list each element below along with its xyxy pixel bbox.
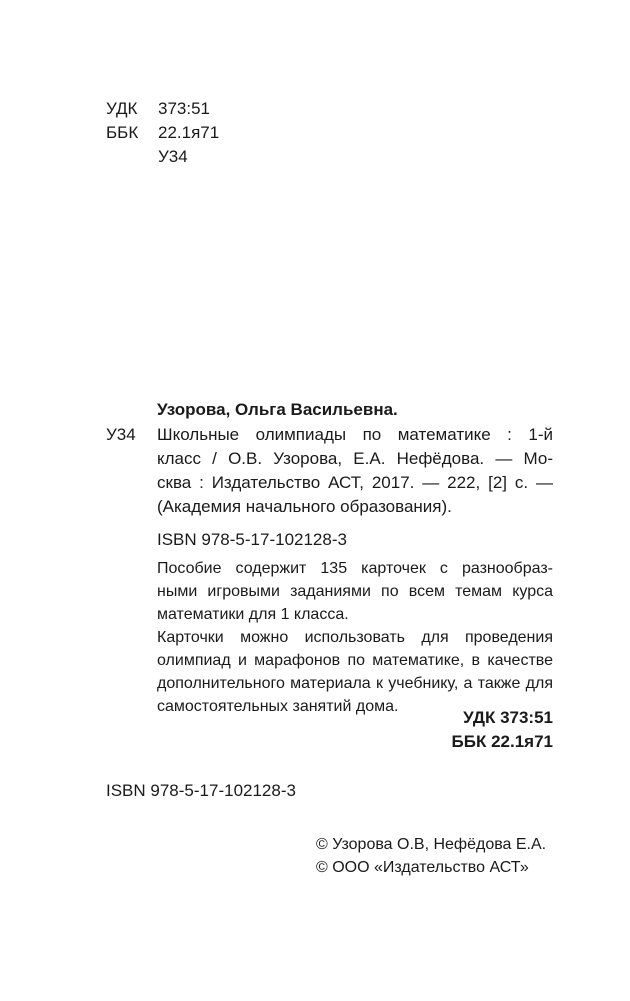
abstract-line: Пособие содержит 135 карточек с разнообраз-	[157, 560, 553, 577]
udk-value: 373:51	[158, 99, 210, 118]
description-line: Школьные олимпиады по математике : 1-й	[157, 425, 553, 444]
description-line: (Академия начального образования).	[157, 497, 452, 516]
copyright-publisher: © ООО «Издательство АСТ»	[316, 859, 529, 876]
abstract-line: самостоятельных занятий дома.	[157, 698, 399, 715]
abstract-line: Карточки можно использовать для проведения	[157, 629, 553, 646]
udk-bold: УДК 373:51	[463, 708, 553, 727]
bbk-bold: ББК 22.1я71	[451, 732, 553, 751]
bbk-value: 22.1я71	[158, 123, 220, 142]
description-line: сква : Издательство АСТ, 2017. — 222, [2] с. —	[157, 473, 553, 492]
copyright-authors: © Узорова О.В, Нефёдова Е.А.	[316, 836, 547, 853]
author-mark: У34	[106, 425, 136, 444]
classification-block	[106, 97, 219, 169]
isbn-record: ISBN 978-5-17-102128-3	[157, 530, 347, 549]
bbk-label: ББК	[106, 123, 139, 142]
abstract-line: дополнительного материала к учебнику, а также для	[157, 675, 553, 692]
description-line: класс / О.В. Узорова, Е.А. Нефёдова. — Мо-	[157, 449, 553, 468]
abstract-line: математики для 1 класса.	[157, 606, 349, 623]
author-mark-top: У34	[158, 147, 188, 166]
abstract-line: ными игровыми заданиями по всем темам курса	[157, 583, 553, 600]
author-heading: Узорова, Ольга Васильевна.	[157, 400, 398, 419]
isbn-bottom: ISBN 978-5-17-102128-3	[106, 781, 296, 800]
author-mark-row	[106, 145, 219, 169]
bbk-row	[106, 121, 219, 145]
udk-label: УДК	[106, 99, 138, 118]
abstract-line: олимпиад и марафонов по математике, в качестве	[157, 652, 553, 669]
udk-row	[106, 97, 219, 121]
